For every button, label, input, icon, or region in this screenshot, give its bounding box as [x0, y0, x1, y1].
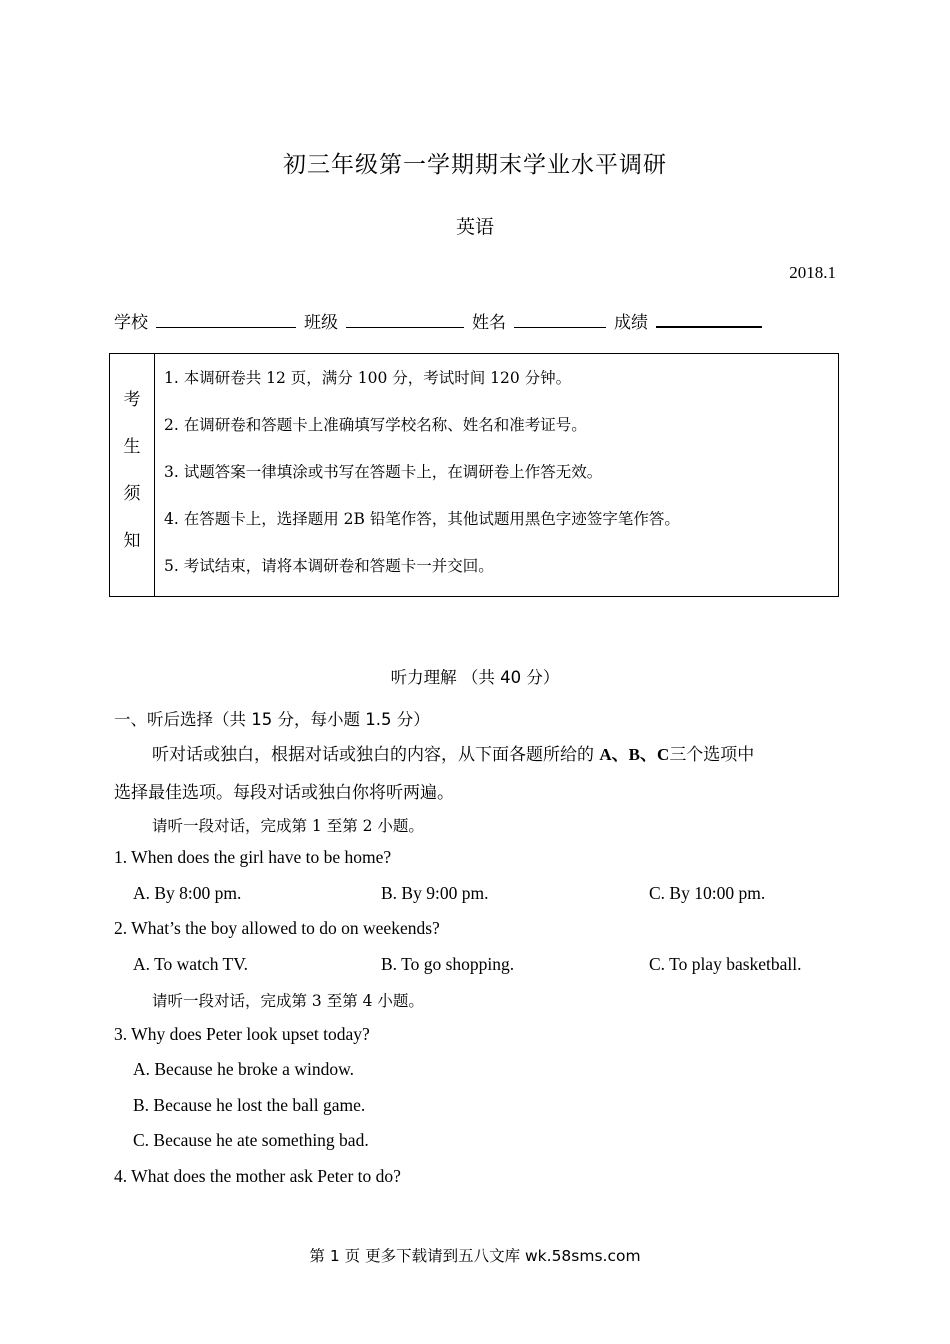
answer-option[interactable]: B. Because he lost the ball game.	[133, 1095, 366, 1115]
score-label: 成绩	[614, 313, 648, 333]
notice-item: 2. 在调研卷和答题卡上准确填写学校名称、姓名和准考证号。	[164, 416, 587, 434]
answer-option[interactable]: B. To go shopping.	[381, 954, 515, 974]
notice-side-char: 须	[123, 484, 141, 504]
notice-items	[155, 354, 838, 596]
notice-item: 4. 在答题卡上，选择题用 2B 铅笔作答，其他试题用黑色字迹签字笔作答。	[164, 510, 680, 528]
notice-side-char: 生	[123, 437, 141, 457]
class-label: 班级	[304, 313, 338, 333]
answer-option[interactable]: C. To play basketball.	[649, 954, 802, 974]
answer-option[interactable]: A. By 8:00 pm.	[133, 883, 242, 903]
exam-date: 2018.1	[789, 263, 836, 282]
instruction-line-2: 选择最佳选项。每段对话或独白你将听两遍。	[114, 783, 454, 803]
school-blank[interactable]	[156, 311, 296, 328]
exam-notice-box	[109, 353, 839, 597]
class-blank[interactable]	[346, 311, 464, 328]
question-stem: 3. Why does Peter look upset today?	[114, 1024, 370, 1044]
question-stem: 2. What’s the boy allowed to do on weekends?	[114, 918, 440, 938]
name-label: 姓名	[472, 313, 506, 333]
section-title: 听力理解 （共 40 分）	[390, 668, 560, 687]
instruction-line-1	[152, 740, 754, 765]
school-label: 学校	[114, 313, 148, 333]
notice-side-label	[110, 354, 155, 596]
exam-title: 初三年级第一学期期末学业水平调研	[283, 152, 667, 178]
listening-note: 请听一段对话，完成第 1 至第 2 小题。	[152, 817, 424, 835]
instruction-text: 三个选项中	[669, 745, 755, 765]
exam-subject: 英语	[455, 216, 494, 238]
answer-option[interactable]: B. By 9:00 pm.	[381, 883, 489, 903]
question-stem: 4. What does the mother ask Peter to do?	[114, 1166, 401, 1186]
notice-side-char: 知	[123, 531, 141, 551]
listening-note: 请听一段对话，完成第 3 至第 4 小题。	[152, 992, 424, 1010]
name-blank[interactable]	[514, 311, 606, 328]
instruction-options: A、B、C	[599, 745, 670, 764]
score-blank[interactable]	[656, 310, 762, 328]
answer-option[interactable]: C. By 10:00 pm.	[649, 883, 766, 903]
question-stem: 1. When does the girl have to be home?	[114, 847, 392, 867]
notice-side-char: 考	[123, 390, 141, 410]
answer-option[interactable]: C. Because he ate something bad.	[133, 1130, 369, 1150]
answer-option[interactable]: A. To watch TV.	[133, 954, 248, 974]
answer-option[interactable]: A. Because he broke a window.	[133, 1059, 354, 1079]
student-info-row	[114, 308, 770, 333]
notice-item: 1. 本调研卷共 12 页，满分 100 分，考试时间 120 分钟。	[164, 369, 572, 387]
notice-item: 3. 试题答案一律填涂或书写在答题卡上，在调研卷上作答无效。	[164, 463, 603, 481]
page-footer: 第 1 页 更多下载请到五八文库 wk.58sms.com	[309, 1247, 641, 1265]
part-title: 一、听后选择（共 15 分，每小题 1.5 分）	[114, 710, 430, 729]
notice-item: 5. 考试结束，请将本调研卷和答题卡一并交回。	[164, 557, 494, 575]
instruction-text: 听对话或独白，根据对话或独白的内容，从下面各题所给的	[152, 745, 594, 765]
